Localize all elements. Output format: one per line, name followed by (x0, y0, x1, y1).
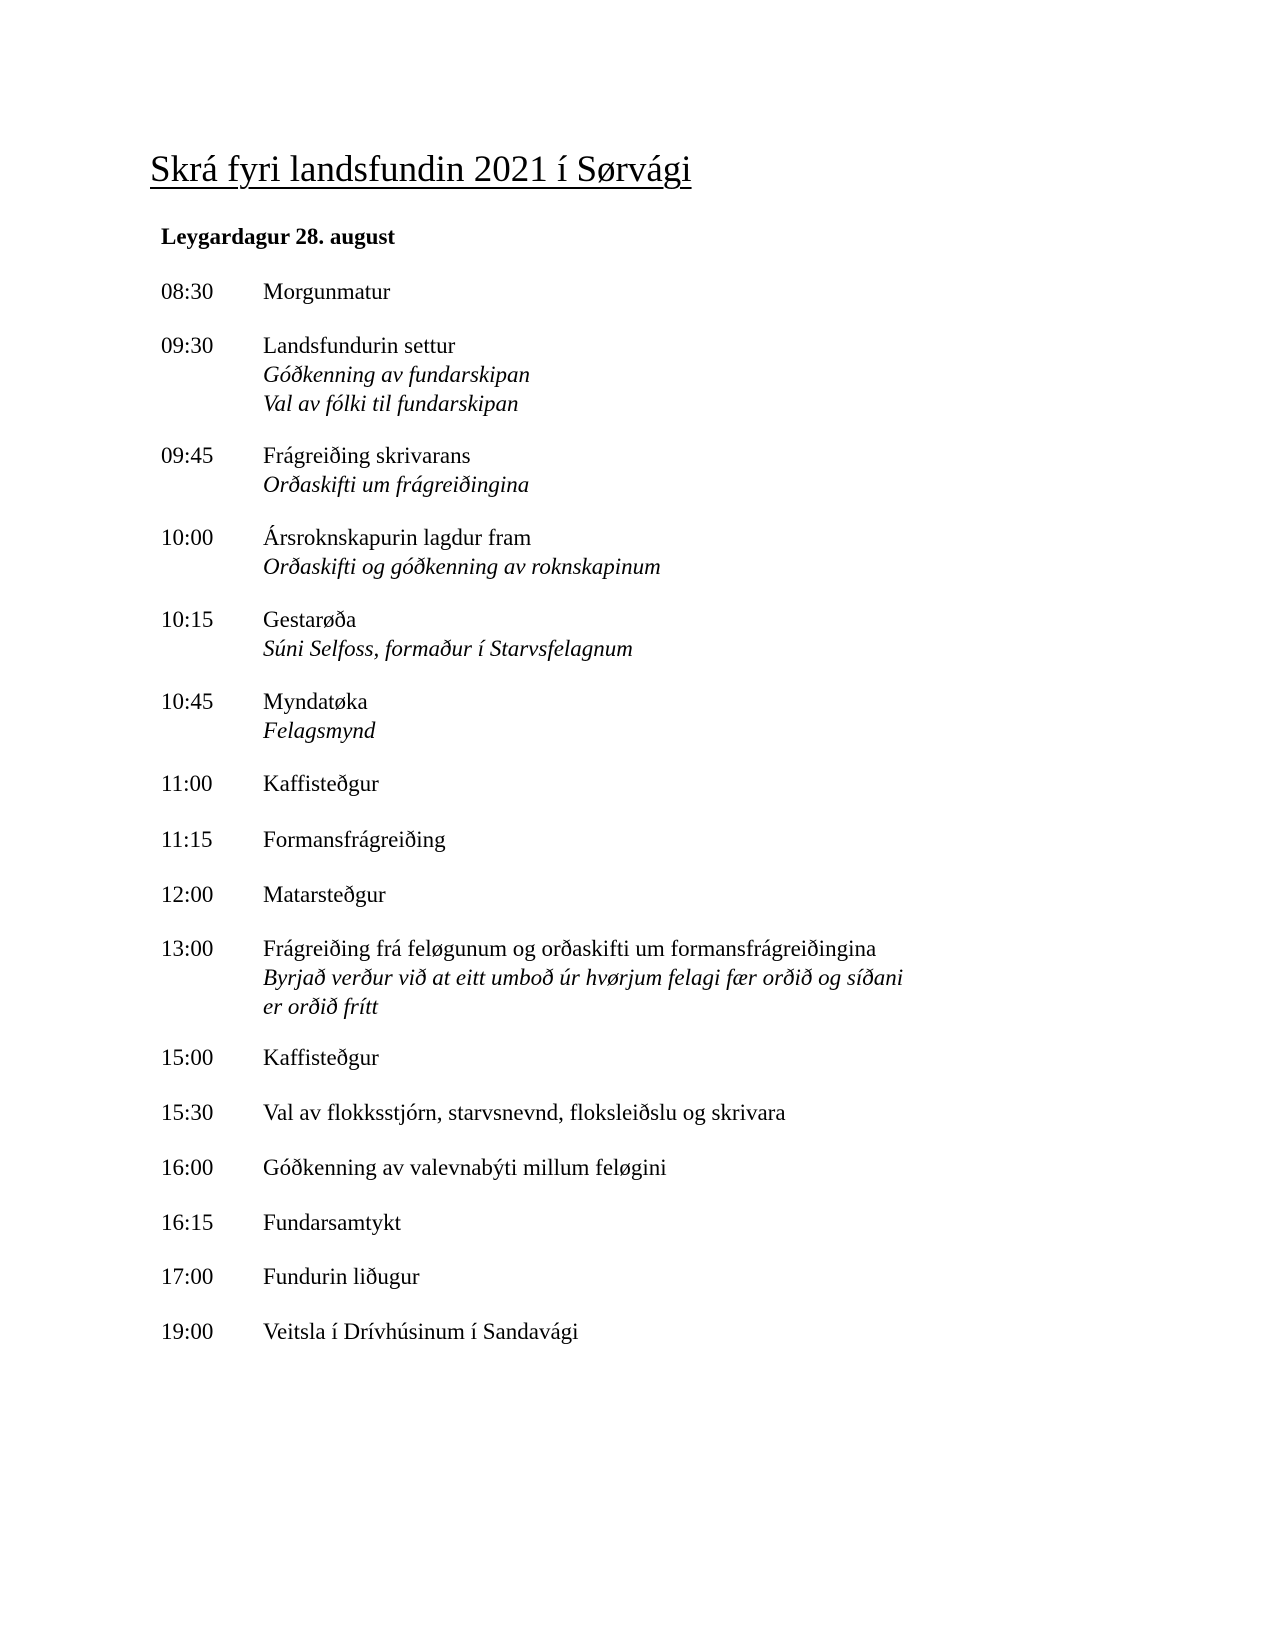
entry-title: Kaffisteðgur (263, 771, 379, 796)
entry-time: 19:00 (161, 1319, 214, 1344)
entry-title: Ársroknskapurin lagdur fram (263, 525, 532, 550)
entry-title: Gestarøða (263, 607, 357, 632)
entry-time: 09:30 (161, 333, 214, 358)
entry-time: 16:00 (161, 1155, 214, 1180)
entry-title: Matarsteðgur (263, 882, 386, 907)
entry-time: 11:00 (161, 771, 213, 796)
entry-time: 12:00 (161, 882, 214, 907)
entry-time: 11:15 (161, 827, 213, 852)
entry-time: 10:45 (161, 689, 214, 714)
entry-time: 16:15 (161, 1210, 214, 1235)
entry-title: Frágreiðing skrivarans (263, 443, 471, 468)
page-title: Skrá fyri landsfundin 2021 í Sørvági (150, 149, 692, 190)
entry-title: Veitsla í Drívhúsinum í Sandavági (263, 1319, 579, 1344)
entry-note: Góðkenning av fundarskipan (263, 362, 531, 387)
entry-time: 09:45 (161, 443, 214, 468)
entry-time: 10:00 (161, 525, 214, 550)
entry-note: Val av fólki til fundarskipan (263, 391, 519, 416)
entry-time: 08:30 (161, 279, 214, 304)
entry-time: 15:00 (161, 1045, 214, 1070)
entry-note: Orðaskifti og góðkenning av roknskapinum (263, 554, 661, 579)
entry-title: Kaffisteðgur (263, 1045, 379, 1070)
entry-time: 10:15 (161, 607, 214, 632)
entry-title: Myndatøka (263, 689, 368, 714)
entry-note: Felagsmynd (263, 718, 376, 743)
entry-time: 13:00 (161, 936, 214, 961)
entry-title: Landsfundurin settur (263, 333, 456, 358)
entry-title: Frágreiðing frá feløgunum og orðaskifti um formansfrágreiðingina (263, 936, 877, 961)
day-heading: Leygardagur 28. august (161, 224, 396, 249)
entry-title: Val av flokksstjórn, starvsnevnd, floksleiðslu og skrivara (263, 1100, 786, 1125)
entry-time: 15:30 (161, 1100, 214, 1125)
entry-note: Byrjað verður við at eitt umboð úr hvørjum felagi fær orðið og síðani (263, 965, 904, 990)
entry-title: Morgunmatur (263, 279, 391, 304)
entry-note: Orðaskifti um frágreiðingina (263, 472, 530, 497)
entry-time: 17:00 (161, 1264, 214, 1289)
entry-title: Fundurin liðugur (263, 1264, 420, 1289)
entry-title: Góðkenning av valevnabýti millum feløgini (263, 1155, 667, 1180)
entry-note: er orðið frítt (263, 994, 379, 1019)
entry-title: Fundarsamtykt (263, 1210, 401, 1235)
entry-note: Súni Selfoss, formaður í Starvsfelagnum (263, 636, 633, 661)
entry-title: Formansfrágreiðing (263, 827, 446, 852)
